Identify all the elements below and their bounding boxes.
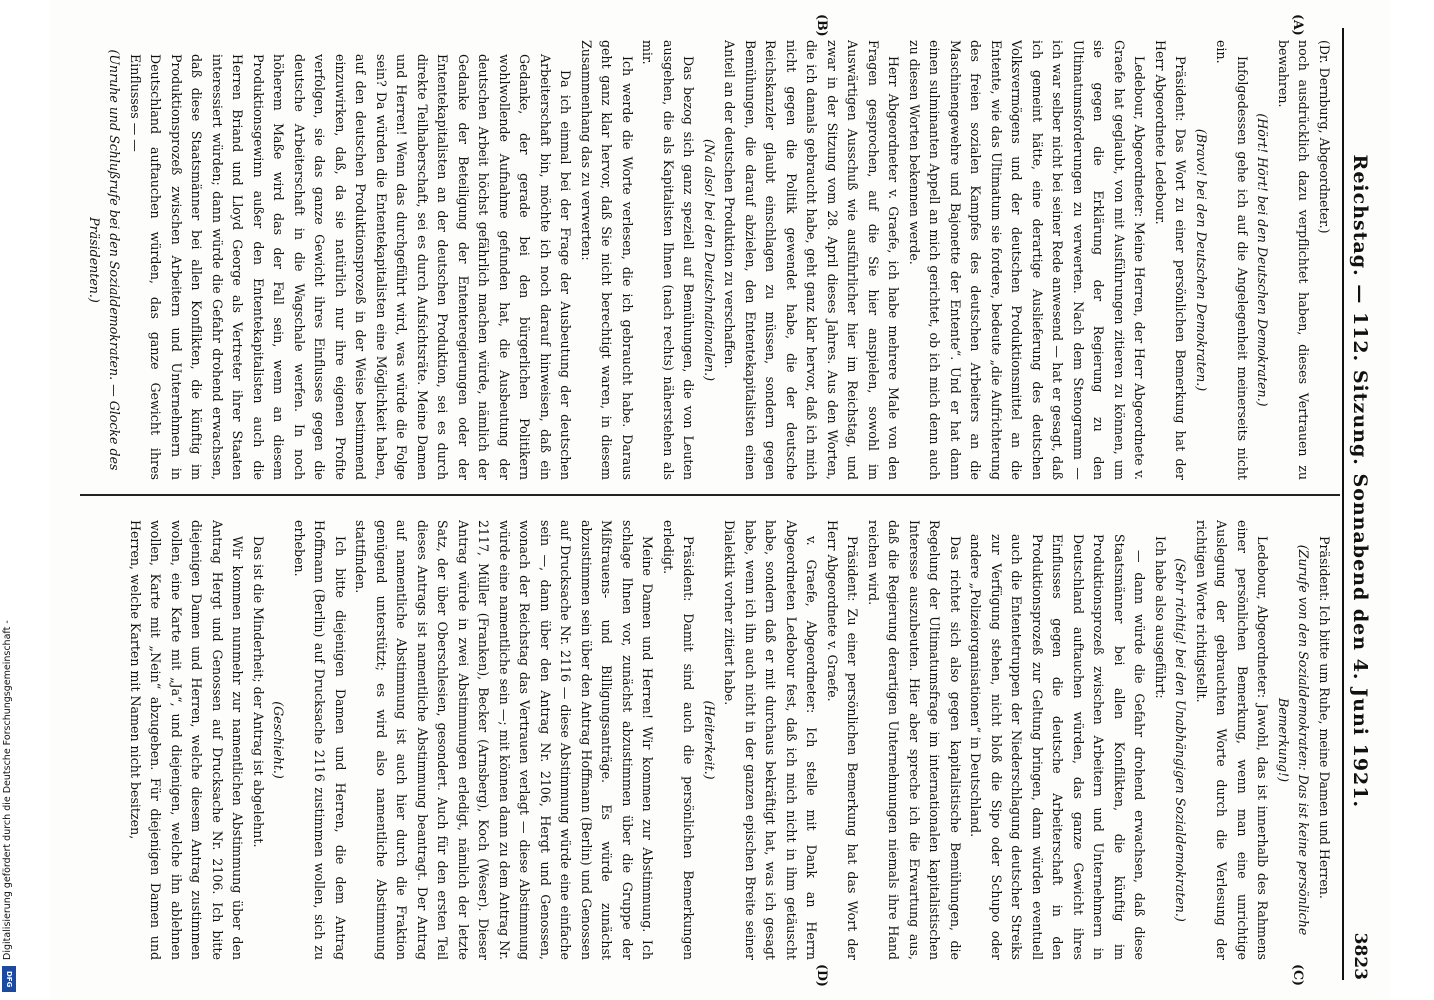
- speech-paragraph: Herr Abgeordneter v. Graefe, ich habe mehrere Male von den Fragen gesprochen, auf die Sie hier anspielen, sowohl im Auswärtigen Ausschuß wie ausführlicher hier im Reichstag, und zwar in der Sitzung vom 28. April dieses Jahres. Aus den Worten, die ich damals gebraucht habe, geht ganz klar hervor, daß ich mich nicht gegen die Politik gewendet habe, die der deutsche Reichskanzler glaubt einschlagen zu müssen, sondern gegen Bemühungen, die darauf abzielen, den Ententekapitalisten einen Anteil an der deutschen Produktion zu verschaffen.: [722, 40, 902, 480]
- speech-paragraph: Präsident: Das Wort zu einer persönlichen Bemerkung hat der Herr Abgeordnete Ledebour.: [1153, 40, 1189, 480]
- credit-strip: [0, 0, 18, 1000]
- interjection: (Zurufe von den Sozialdemokraten: Das ist keine persönliche Bemerkung!): [1276, 544, 1312, 936]
- quotation-paragraph: — dann würde die Gefahr drohend erwachsen, daß diese Staatsmänner bei allen Konflikten, die künftig im Produktionsprozeß zwischen Arbeitern und Unternehmern in Deutschland auftauchen würden, das ganze Gewicht ihres Einflusses gegen die deutsche Arbeiterschaft in den Produktionsprozeß zur Geltung bringen, dann würden eventuell auch die Ententetruppen der Niederschlagung deutscher Streiks zur Verfügung stehen, nicht bloß die Sipo oder Schupo oder andere „Polizeiorganisationen“ in Deutschland.: [968, 534, 1148, 960]
- speaker-continuation: (Dr. Dernburg, Abgeordneter.): [1317, 40, 1332, 234]
- right-text-column: [84, 520, 1334, 960]
- page-header-title: Reichstag. — 112. Sitzung. Sonnabend den 4. Juni 1921.: [1349, 154, 1371, 809]
- dfg-logo: DFG: [2, 966, 16, 992]
- margin-marker-a: (A): [1291, 14, 1306, 36]
- speech-paragraph: Ich bitte diejenigen Damen und Herren, die dem Antrag Hoffmann (Berlin) auf Drucksache 2116 zustimmen wollen, sich zu erheben.: [292, 520, 348, 960]
- speech-paragraph: Präsident: Damit sind auch die persönlichen Bemerkungen erledigt.: [661, 520, 697, 960]
- margin-marker-c: (C): [1291, 964, 1306, 986]
- interjection: (Na also! bei den Deutschnationalen.): [702, 138, 717, 382]
- speech-paragraph: Meine Damen und Herren! Wir kommen zur Abstimmung. Ich schlage Ihnen vor, zunächst abzustimmen über die Gruppe der Mißtrauens- und Billigungsanträge. Es würde zunächst abzustimmen sein über den Antrag Hoffmann (Berlin) und Genossen auf Drucksache Nr. 2116 — diese Abstimmung würde eine einfache sein —, dann über den Antrag Nr. 2106, Hergt und Genossen, wonach der Reichstag das Vertrauen verlagt — diese Abstimmung würde eine namentliche sein —; mit können dann zu dem Antrag Nr. 2117, Müller (Franken), Becker (Arnsberg), Koch (Weser). Dieser Antrag würde in zwei Abstimmungen erledigt, nämlich der letzte Satz, der über Oberschlesien, gesondert. Auch für den ersten Teil dieses Antrags ist namentliche Abstimmung beantragt. Der Antrag auf namentliche Abstimmung ist auch hier durch die Fraktion genügend unterstützt; es wird also namentliche Abstimmung stattfinden.: [353, 520, 656, 960]
- header-rule: [1342, 28, 1344, 980]
- digitization-credit: Digitalisierung gefördert durch die Deutsche Forschungsgemeinschaft -: [2, 620, 13, 960]
- left-text-column: [84, 40, 1334, 480]
- speech-paragraph: Das richtet sich also gegen kapitalistische Bemühungen, die Regelung der Ultimatumsfrage im internationalen kapitalistischen Interesse auszubeuten. Hier aber spreche ich die Erwartung aus, daß die Regierung derartigen Unternehmungen niemals ihre Hand reichen wird.: [866, 520, 963, 960]
- interjection: (Hört! Hört! bei den Deutschen Demokraten.): [1255, 113, 1271, 407]
- speech-paragraph: Ledebour, Abgeordneter: Jawohl, das ist innerhalb des Rahmens einer persönlichen Bemerkung, wenn man eine unrichtige Auslegung der gebrauchten Worte durch die Verlesung der richtigen Worte richtigstellt.: [1194, 520, 1271, 960]
- speech-paragraph: Präsident: Ich bitte um Ruhe, meine Damen und Herren.: [1317, 536, 1332, 899]
- interjection: (Sehr richtig! bei den Unabhängigen Sozialdemokraten.): [1173, 558, 1189, 922]
- speech-paragraph: v. Graefe, Abgeordneter: Ich stelle mit Dank an Herrn Abgeordneten Ledebour fest, daß ich mich nicht in ihm getäuscht habe, sondern daß er mit durchaus bekräftigt hat, was ich gesagt habe, wenn ich ihn auch nicht in der ganzen epischen Breite seiner Dialektik vorher zitiert habe.: [722, 520, 820, 960]
- margin-marker-d: (D): [815, 964, 830, 987]
- speech-paragraph: Das bezog sich ganz speziell auf Bemühungen, die von Leuten ausgehen, die als Kapitalisten Ihnen (nach rechts) näherstehen als mir.: [640, 40, 697, 480]
- page-header: [1346, 30, 1374, 980]
- margin-marker-b: (B): [815, 14, 830, 37]
- speech-paragraph: Das ist die Minderheit; der Antrag ist abgelehnt.: [251, 536, 266, 848]
- speech-paragraph: Ledebour, Abgeordneter: Meine Herren, der Herr Abgeordnete v. Graefe hat geglaubt, von mit Ausführungen zitieren zu können, um sie gegen die Erklärung der Regierung zu den Ultimatumsforderungen zu verwerten. Nach dem Stenogramm — ich war selber nicht bei seiner Rede anwesend — hat er gesagt, daß ich gemeint hätte, eine derartige Auslieferung des deutschen Volksvermögens und der deutschen Produktionsmittel an die Entente, wie das Ultimatum sie fordere, bedeute „die Aufrichterung des freien sozialen Kampfes des deutschen Arbeiters an die Maschinengewehre und Bajonette der Entente“. Und er hat dann einen sulminanten Appell an mich gerichtet, ob ich mich denn auch zu diesen Worten bekennen werde.: [907, 40, 1148, 480]
- column-divider: [80, 494, 1340, 496]
- interjection: (Unruhe und Schlußrufe bei den Sozialdemokraten. — Glocke des Präsidenten.): [87, 49, 123, 471]
- text-paragraph: noch ausdrücklich dazu verpflichtet haben, dieses Vertrauen zu bewahren.: [1276, 40, 1312, 480]
- speech-paragraph: Ich werde die Worte verlesen, die ich gebraucht habe. Daraus geht ganz klar hervor, daß Sie nicht berechtigt waren, in diesem Zusammenhang das zu verwerten:: [579, 40, 635, 480]
- document-page: [50, 0, 1390, 1000]
- page-number: 3823: [1350, 932, 1370, 980]
- quotation-paragraph: Da ich einmal bei der Frage der Ausbeutung der deutschen Arbeiterschaft bin, möchte ich noch darauf hinweisen, daß ein Gedanke, der gerade bei den bürgerlichen Politikern wohlwollende Aufnahme gefunden hat, die Ausbeutung der deutschen Arbeit höchst gefährlich machen würde, nämlich der Gedanke der Beteiligung der Ententeregierungen oder der Ententekapitalisten an der deutschen Produktion, sei es durch direkte Teilhaberschaft, sei es durch Aufsichtsräte. Meine Damen und Herren! Wenn das durchgeführt wird, was würde die Folge sein? Da würden die Ententekapitalisten eine Möglichkeit haben, auf den deutschen Produktionsprozeß in der Weise bestimmend einzuwirken, daß, da sie natürlich nur ihre eigenen Profite verfolgen, sie das ganze Gewicht ihres Einflusses gegen die deutsche Arbeiterschaft in die Wagschale werfen. In noch höherem Maße wird das der Fall sein, wenn an diesem Produktionsgewinn außer den Ententekapitalisten auch die Herren Briand und Lloyd George als Vertreter ihrer Staaten interessiert würden; dann würde die Gefahr drohend erwachsen, daß diese Staatsmänner bei allen Konflikten, die künftig im Produktionsprozeß zwischen Arbeitern und Unternehmern in Deutschland auftauchen würden, das ganze Gewicht ihres Einflusses — —: [128, 54, 574, 480]
- speech-paragraph: Ich habe also ausgeführt:: [1153, 536, 1168, 699]
- interjection: (Heiterkeit.): [702, 700, 717, 780]
- speech-paragraph: Wir kommen nunmehr zur namentlichen Abstimmung über den Antrag Hergt und Genossen auf Drucksache Nr. 2106. Ich bitte diejenigen Damen und Herren, welche diesem Antrag zustimmen wollen, eine Karte mit „Ja“, und diejenigen, welche ihn ablehnen wollen, Karte mit „Nein“ abzugeben. Für diejenigen Damen und Herren, welche Karten mit Namen nicht besitzen,: [128, 520, 246, 960]
- speech-paragraph: Präsident: Zu einer persönlichen Bemerkung hat das Wort der Herr Abgeordnete v. Graefe.: [825, 520, 861, 960]
- interjection: (Geschieht.): [271, 701, 287, 779]
- text-paragraph: Infolgedessen gehe ich auf die Angelegenheit meinerseits nicht ein.: [1214, 40, 1250, 480]
- interjection: (Bravo! bei den Deutschen Demokraten.): [1194, 128, 1209, 392]
